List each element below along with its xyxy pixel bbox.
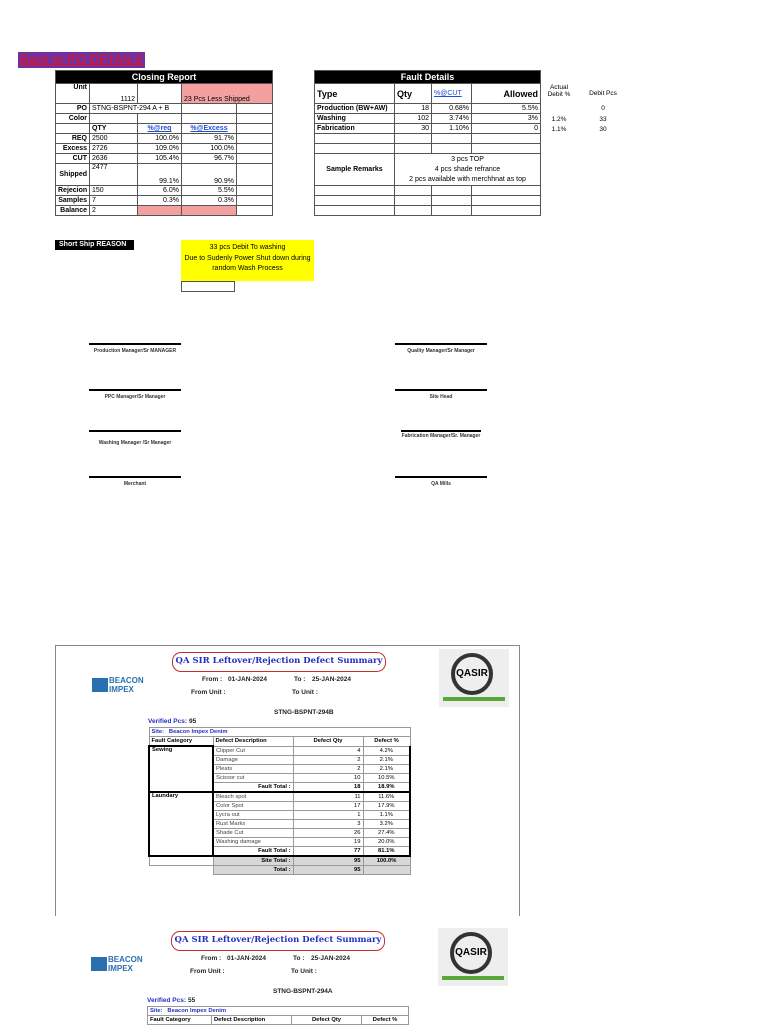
- fault-qty: 102: [395, 114, 432, 124]
- logo-mark-icon: [92, 678, 108, 692]
- short-ship-reason-box: [181, 240, 314, 281]
- req-pct-cell: 99.1%: [138, 164, 182, 186]
- row-label: Samples: [56, 196, 90, 206]
- empty-cell: [237, 164, 273, 186]
- req-header-cell: [138, 124, 182, 134]
- defect-summary-report: [55, 925, 518, 1035]
- empty-cell: [90, 114, 138, 124]
- fault-qty: 30: [395, 124, 432, 134]
- type-header: Type: [315, 84, 395, 104]
- signature-line: QA Mills: [395, 476, 487, 487]
- less-shipped-note: 23 Pcs Less Shipped: [182, 84, 273, 104]
- qty-cell: 150: [90, 186, 138, 196]
- verified-value: 55: [188, 997, 196, 1004]
- fault-cut-pct: 3.74%: [432, 114, 472, 124]
- header-row: [149, 737, 410, 747]
- logo-mark-icon: [91, 957, 107, 971]
- req-pct-cell: 100.0%: [138, 134, 182, 144]
- qasir-seal-logo: [438, 928, 508, 986]
- defect-table: [148, 727, 411, 875]
- fault-allowed: 5.5%: [472, 104, 541, 114]
- site-total-qty: 95: [293, 856, 363, 866]
- report-field: From :: [201, 955, 222, 962]
- reason-line: random Wash Process: [212, 265, 283, 272]
- actual-debit-value: 1.2%: [551, 115, 567, 123]
- empty-cell: [138, 114, 182, 124]
- seal-ribbon: [443, 697, 505, 701]
- qty-cell: 2500: [90, 134, 138, 144]
- qty-cell: 2726: [90, 144, 138, 154]
- row-label: Excess: [56, 144, 90, 154]
- report-field: 25-JAN-2024: [311, 955, 351, 962]
- report-field: To Unit :: [291, 968, 317, 975]
- grand-total-qty: 95: [293, 865, 363, 874]
- sample-remarks-cell: [395, 154, 541, 186]
- defect-pct: 20.0%: [363, 837, 410, 846]
- excess-pct-cell: 96.7%: [182, 154, 237, 164]
- seal-ribbon: [442, 976, 504, 980]
- empty-cell: [237, 144, 273, 154]
- po-label: PO: [56, 104, 90, 114]
- defect-description: Pleats: [213, 764, 293, 773]
- empty-cell: [149, 865, 213, 874]
- row-label: REQ: [56, 134, 90, 144]
- defect-description: Damage: [213, 755, 293, 764]
- debit-pcs-value: 0: [601, 105, 605, 112]
- req-pct-cell: 109.0%: [138, 144, 182, 154]
- empty-cell: [237, 104, 273, 114]
- site-cell: [148, 1007, 409, 1016]
- defect-pct: 3.2%: [363, 819, 410, 828]
- fault-row: [315, 124, 541, 134]
- fault-type: Production (BW+AW): [315, 104, 395, 114]
- empty-cell: [237, 124, 273, 134]
- excess-pct-cell: 100.0%: [182, 144, 237, 154]
- fault-total-qty: 77: [293, 846, 363, 856]
- defect-description: Bleach spot: [213, 792, 293, 802]
- seal-text: QASIR: [451, 653, 493, 695]
- excess-pct-cell: 0.3%: [182, 196, 237, 206]
- report-field: STNG-BSPNT-294B: [274, 709, 334, 716]
- report-field: From :: [202, 676, 223, 683]
- fault-qty: 18: [395, 104, 432, 114]
- closing-row: [56, 206, 273, 216]
- report-field: To :: [293, 955, 305, 962]
- qasir-seal-logo: [439, 649, 509, 707]
- empty-cell: [138, 84, 182, 104]
- po-value: STNG-BSPNT-294 A + B: [90, 104, 182, 114]
- remark-line: 4 pcs shade refrance: [434, 165, 501, 173]
- seal-text: QASIR: [450, 932, 492, 974]
- fault-cut-pct: 0.68%: [432, 104, 472, 114]
- column-header: Defect Qty: [292, 1016, 362, 1025]
- defect-qty: 10: [293, 773, 363, 782]
- req-pct-cell: 6.0%: [138, 186, 182, 196]
- beacon-impex-logo: [91, 955, 143, 975]
- grand-total-row: [149, 865, 410, 874]
- signature-line: Site Head: [395, 389, 487, 400]
- fault-category: Laundary: [149, 792, 213, 856]
- empty-cell: [149, 856, 213, 866]
- column-header: Defect %: [363, 737, 410, 747]
- site-row: [148, 1007, 409, 1016]
- actual-debit-header: Actual Debit %: [547, 84, 571, 98]
- empty-cell: [237, 206, 273, 216]
- empty-cell: [181, 281, 235, 292]
- defect-description: Clipper Cut: [213, 746, 293, 755]
- excess-pct-cell: 5.5%: [182, 186, 237, 196]
- report-field: To Unit :: [292, 689, 318, 696]
- defect-table: [147, 1006, 409, 1025]
- fault-details-title: Fault Details: [315, 71, 541, 84]
- defect-qty: 2: [293, 755, 363, 764]
- defect-qty: 1: [293, 810, 363, 819]
- defect-qty: 11: [293, 792, 363, 802]
- fault-total-label: Fault Total :: [213, 782, 293, 792]
- fault-category: Sewing: [149, 746, 213, 792]
- defect-row: [149, 746, 410, 755]
- column-header: Fault Category: [148, 1016, 212, 1025]
- fault-type: Washing: [315, 114, 395, 124]
- short-ship-reason-label: Short Ship REASON: [55, 240, 134, 250]
- defect-description: Rust Marks: [213, 819, 293, 828]
- verified-value: 95: [189, 718, 197, 725]
- fault-row: [315, 114, 541, 124]
- debit-pcs-value: 33: [599, 115, 607, 123]
- column-header: Fault Category: [149, 737, 213, 747]
- row-label: Shipped: [56, 164, 90, 186]
- excess-pct-link[interactable]: %@Excess: [190, 125, 228, 132]
- site-total-row: [149, 856, 410, 866]
- defect-pct: 2.1%: [363, 755, 410, 764]
- defect-pct: 4.2%: [363, 746, 410, 755]
- qty-header: Qty: [395, 84, 432, 104]
- site-row: [149, 728, 410, 737]
- fault-row: [315, 104, 541, 114]
- signature-line: Quality Manager/Sr Manager: [395, 343, 487, 354]
- closing-report-table: [55, 70, 273, 216]
- unit-value: 1112: [90, 84, 138, 104]
- signature-line: Production Manager/Sr MANAGER: [89, 343, 181, 354]
- report-field: From Unit :: [190, 968, 225, 975]
- allowed-header: Allowed: [472, 84, 541, 104]
- column-header: Defect Description: [213, 737, 293, 747]
- sample-remarks-label: Sample Remarks: [315, 154, 395, 186]
- closing-row: [56, 164, 273, 186]
- report-field: STNG-BSPNT-294A: [273, 988, 333, 995]
- logo-text: BEACON IMPEX: [108, 955, 143, 973]
- color-label: Color: [56, 114, 90, 124]
- header-row: [148, 1016, 409, 1025]
- closing-row: [56, 144, 273, 154]
- defect-description: Washing damage: [213, 837, 293, 846]
- closing-row: [56, 186, 273, 196]
- closing-row: [56, 154, 273, 164]
- defect-pct: 10.5%: [363, 773, 410, 782]
- reason-line: Due to Sudenly Power Shut down during: [184, 254, 311, 262]
- signature-line: Merchant: [89, 476, 181, 487]
- empty-cell: [237, 134, 273, 144]
- debit-pcs-header: Debit Pcs: [589, 90, 617, 97]
- site-label: Site:: [151, 729, 165, 735]
- signature-line: PPC Manager/Sr Manager: [89, 389, 181, 400]
- report-field: 25-JAN-2024: [312, 676, 352, 683]
- signature-line: Fabrication Manager/Sr. Manager: [401, 430, 481, 439]
- fault-total-label: Fault Total :: [213, 846, 293, 856]
- back-to-po-details-link[interactable]: Back to PO DETAILS: [20, 52, 143, 67]
- report-title: QA SIR Leftover/Rejection Defect Summary: [171, 931, 385, 951]
- row-label: CUT: [56, 154, 90, 164]
- site-name: Beacon Impex Denim: [167, 1008, 227, 1014]
- defect-description: Color Spot: [213, 801, 293, 810]
- fault-total-qty: 18: [293, 782, 363, 792]
- remark-line: 3 pcs TOP: [451, 155, 484, 163]
- debit-pcs-value: 30: [599, 126, 607, 133]
- qty-cell: 2: [90, 206, 138, 216]
- beacon-impex-logo: [92, 676, 144, 696]
- empty-cell: [56, 124, 90, 134]
- row-label: Rejecion: [56, 186, 90, 196]
- reason-line: 33 pcs Debit To washing: [209, 244, 286, 251]
- logo-text: BEACON IMPEX: [109, 676, 144, 694]
- report-title: QA SIR Leftover/Rejection Defect Summary: [172, 652, 386, 672]
- fault-details-table: [314, 70, 541, 216]
- column-header: Defect Description: [212, 1016, 292, 1025]
- unit-label: Unit: [56, 84, 90, 104]
- qty-cell: 2477: [90, 164, 138, 186]
- defect-qty: 2: [293, 764, 363, 773]
- cut-pct-link[interactable]: %@CUT: [434, 90, 462, 97]
- defect-qty: 26: [293, 828, 363, 837]
- remark-line: 2 pcs available with merchhnat as top: [409, 175, 526, 183]
- excess-pct-cell: 91.7%: [182, 134, 237, 144]
- defect-summary-report: [55, 645, 520, 916]
- column-header: Defect %: [362, 1016, 409, 1025]
- defect-pct: 11.6%: [363, 792, 410, 802]
- empty-cell: [237, 186, 273, 196]
- empty-cell: [182, 104, 237, 114]
- fault-total-pct: 18.9%: [363, 782, 410, 792]
- row-label: Balance: [56, 206, 90, 216]
- defect-description: Lycra out: [213, 810, 293, 819]
- req-pct-cell: 0.3%: [138, 196, 182, 206]
- req-pct-cell: [138, 206, 182, 216]
- report-field: 01-JAN-2024: [228, 676, 268, 683]
- report-field: From Unit :: [191, 689, 226, 696]
- column-header: Defect Qty: [293, 737, 363, 747]
- fault-type: Fabrication: [315, 124, 395, 134]
- req-pct-cell: 105.4%: [138, 154, 182, 164]
- grand-total-label: Total :: [213, 865, 293, 874]
- report-field: To :: [294, 676, 306, 683]
- defect-qty: 3: [293, 819, 363, 828]
- defect-pct: 27.4%: [363, 828, 410, 837]
- site-total-label: Site Total :: [213, 856, 293, 866]
- actual-debit-value: 1.1%: [551, 126, 567, 133]
- empty-cell: [182, 114, 237, 124]
- defect-description: Shade Cut: [213, 828, 293, 837]
- signature-line: Washing Manager /Sr Manager: [89, 430, 181, 446]
- closing-report-title: Closing Report: [56, 71, 273, 84]
- defect-description: Scissor cut: [213, 773, 293, 782]
- fault-allowed: 3%: [472, 114, 541, 124]
- site-label: Site:: [150, 1008, 163, 1014]
- report-field: 01-JAN-2024: [227, 955, 267, 962]
- defect-pct: 2.1%: [363, 764, 410, 773]
- fault-allowed: 0: [472, 124, 541, 134]
- empty-cell: [237, 154, 273, 164]
- excess-header-cell: [182, 124, 237, 134]
- empty-cell: [237, 114, 273, 124]
- req-pct-link[interactable]: %@req: [147, 125, 172, 132]
- site-cell: [149, 728, 410, 737]
- qty-header: QTY: [90, 124, 138, 134]
- fault-cut-pct: 1.10%: [432, 124, 472, 134]
- excess-pct-cell: 90.9%: [182, 164, 237, 186]
- defect-row: [149, 792, 410, 802]
- closing-row: [56, 134, 273, 144]
- fault-total-pct: 81.1%: [363, 846, 410, 856]
- site-total-pct: 100.0%: [363, 856, 410, 866]
- excess-pct-cell: [182, 206, 237, 216]
- defect-pct: 1.1%: [363, 810, 410, 819]
- defect-qty: 19: [293, 837, 363, 846]
- site-name: Beacon Impex Denim: [168, 729, 228, 735]
- cut-header-cell: [432, 84, 472, 104]
- defect-pct: 17.9%: [363, 801, 410, 810]
- qty-cell: 2636: [90, 154, 138, 164]
- qty-cell: 7: [90, 196, 138, 206]
- defect-qty: 17: [293, 801, 363, 810]
- verified-label: Verified Pcs:: [147, 997, 187, 1004]
- empty-cell: [237, 196, 273, 206]
- defect-qty: 4: [293, 746, 363, 755]
- verified-label: Verified Pcs:: [148, 718, 188, 725]
- closing-row: [56, 196, 273, 206]
- empty-cell: [363, 865, 410, 874]
